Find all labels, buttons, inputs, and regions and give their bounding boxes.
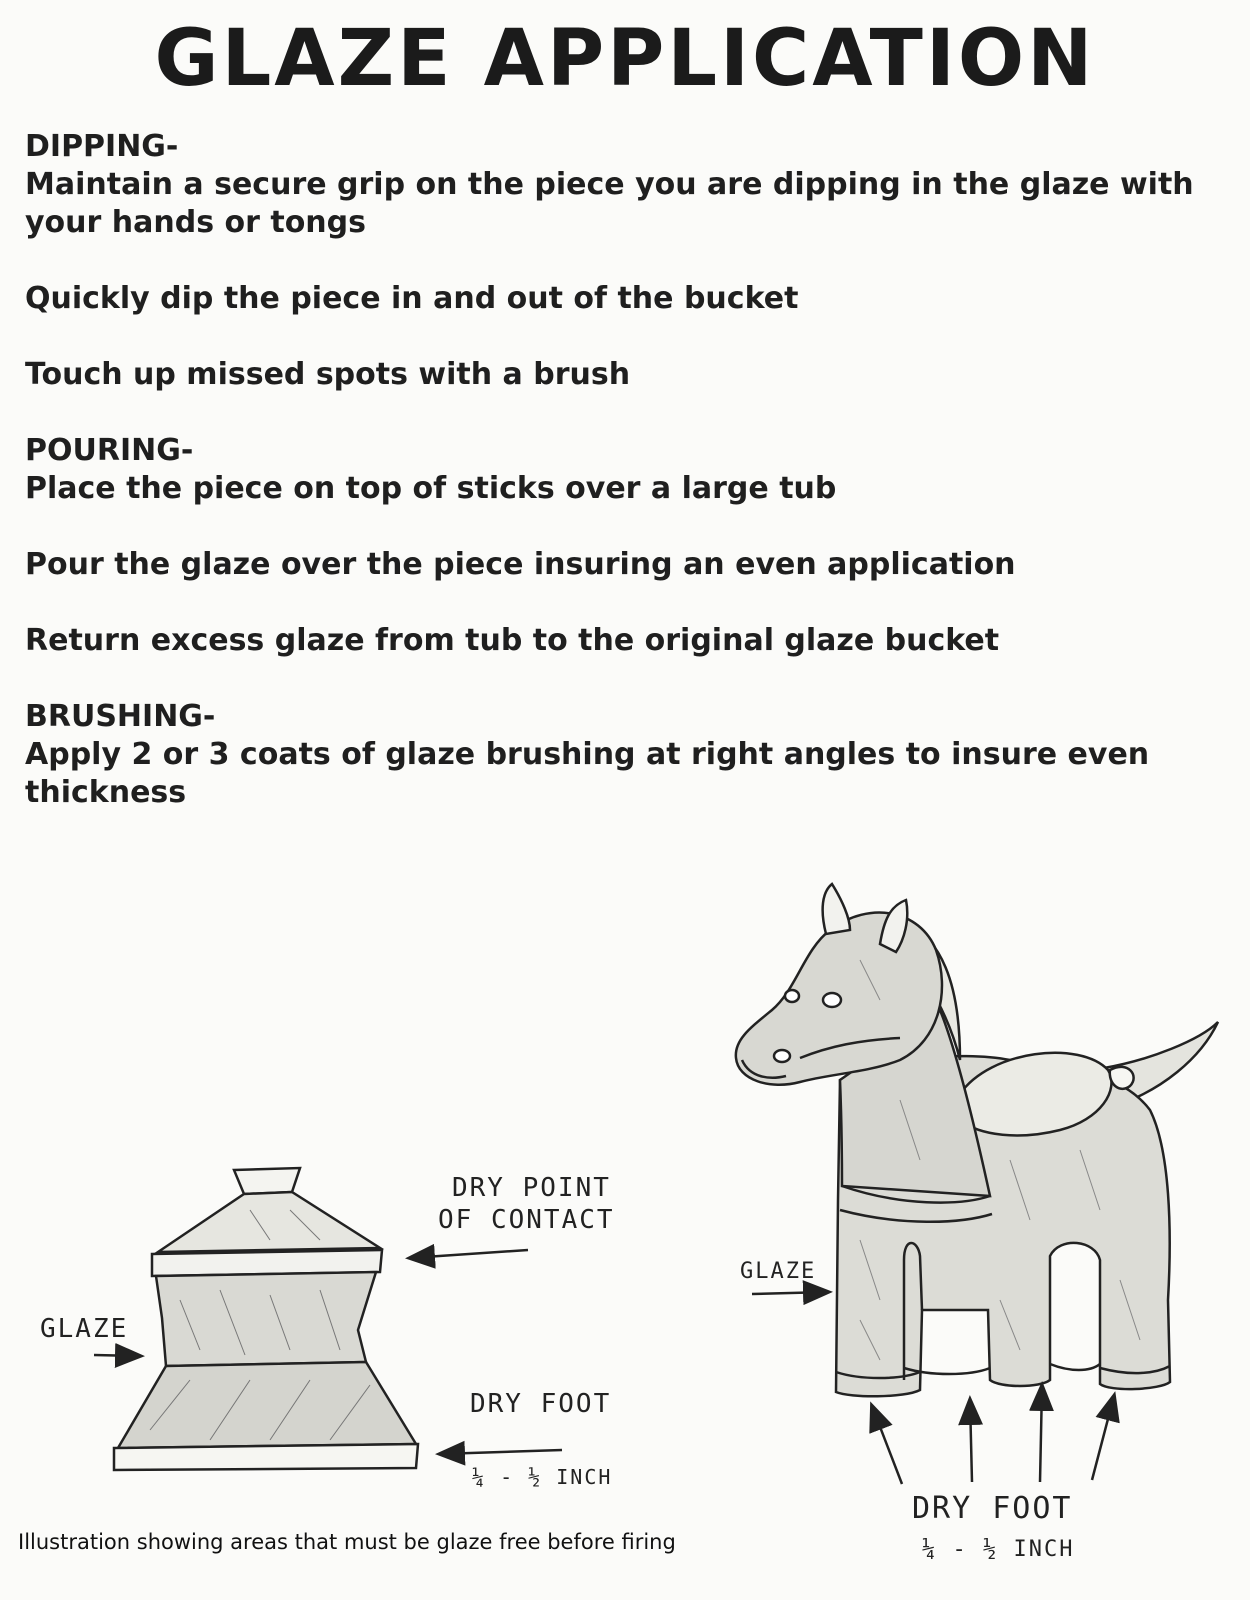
instruction-step: Quickly dip the piece in and out of the bucket [25, 281, 799, 316]
instruction-step: Maintain a secure grip on the piece you are dipping in the glaze with your hands or tongs [25, 167, 1194, 240]
horse-foot-arrow-3 [1040, 1386, 1042, 1482]
dry-point-arrow [410, 1250, 528, 1258]
jar-glaze-arrow [94, 1355, 140, 1356]
section-heading: POURING- [25, 433, 194, 468]
instruction-step: Pour the glaze over the piece insuring an even application [25, 547, 1016, 582]
instruction-step: Place the piece on top of sticks over a large tub [25, 471, 837, 506]
jar-dry-foot-arrow [440, 1450, 562, 1454]
horse-dry-foot-label: DRY FOOT [912, 1491, 1073, 1526]
instruction-step: Touch up missed spots with a brush [25, 357, 631, 392]
jar-dry-foot-label: DRY FOOT [470, 1389, 612, 1419]
horse-foot-measure-label: ¼ - ½ INCH [922, 1537, 1075, 1562]
page-title: GLAZE APPLICATION [154, 14, 1096, 104]
horse-arrows [752, 1292, 1114, 1484]
horse-foot-arrow-2 [970, 1400, 972, 1482]
jar-foot-measure-label: ¼ - ½ INCH [472, 1465, 613, 1489]
jar-glaze-label: GLAZE [40, 1314, 129, 1344]
horse-glaze-arrow [752, 1292, 828, 1294]
horse-foot-arrow-1 [872, 1406, 902, 1484]
illustration-caption: Illustration showing areas that must be glaze free before firing [18, 1530, 676, 1554]
jar-drawing [114, 1168, 418, 1470]
horse-glaze-label: GLAZE [740, 1259, 817, 1284]
section-heading: DIPPING- [25, 129, 179, 164]
instruction-step: Apply 2 or 3 coats of glaze brushing at right angles to insure even thickness [25, 737, 1150, 810]
instruction-step: Return excess glaze from tub to the original glaze bucket [25, 623, 1000, 658]
horse-drawing [736, 884, 1218, 1396]
contact-label: OF CONTACT [438, 1205, 615, 1235]
section-heading: BRUSHING- [25, 699, 216, 734]
dry-point-label: DRY POINT [452, 1173, 611, 1203]
horse-foot-arrow-4 [1092, 1396, 1114, 1480]
